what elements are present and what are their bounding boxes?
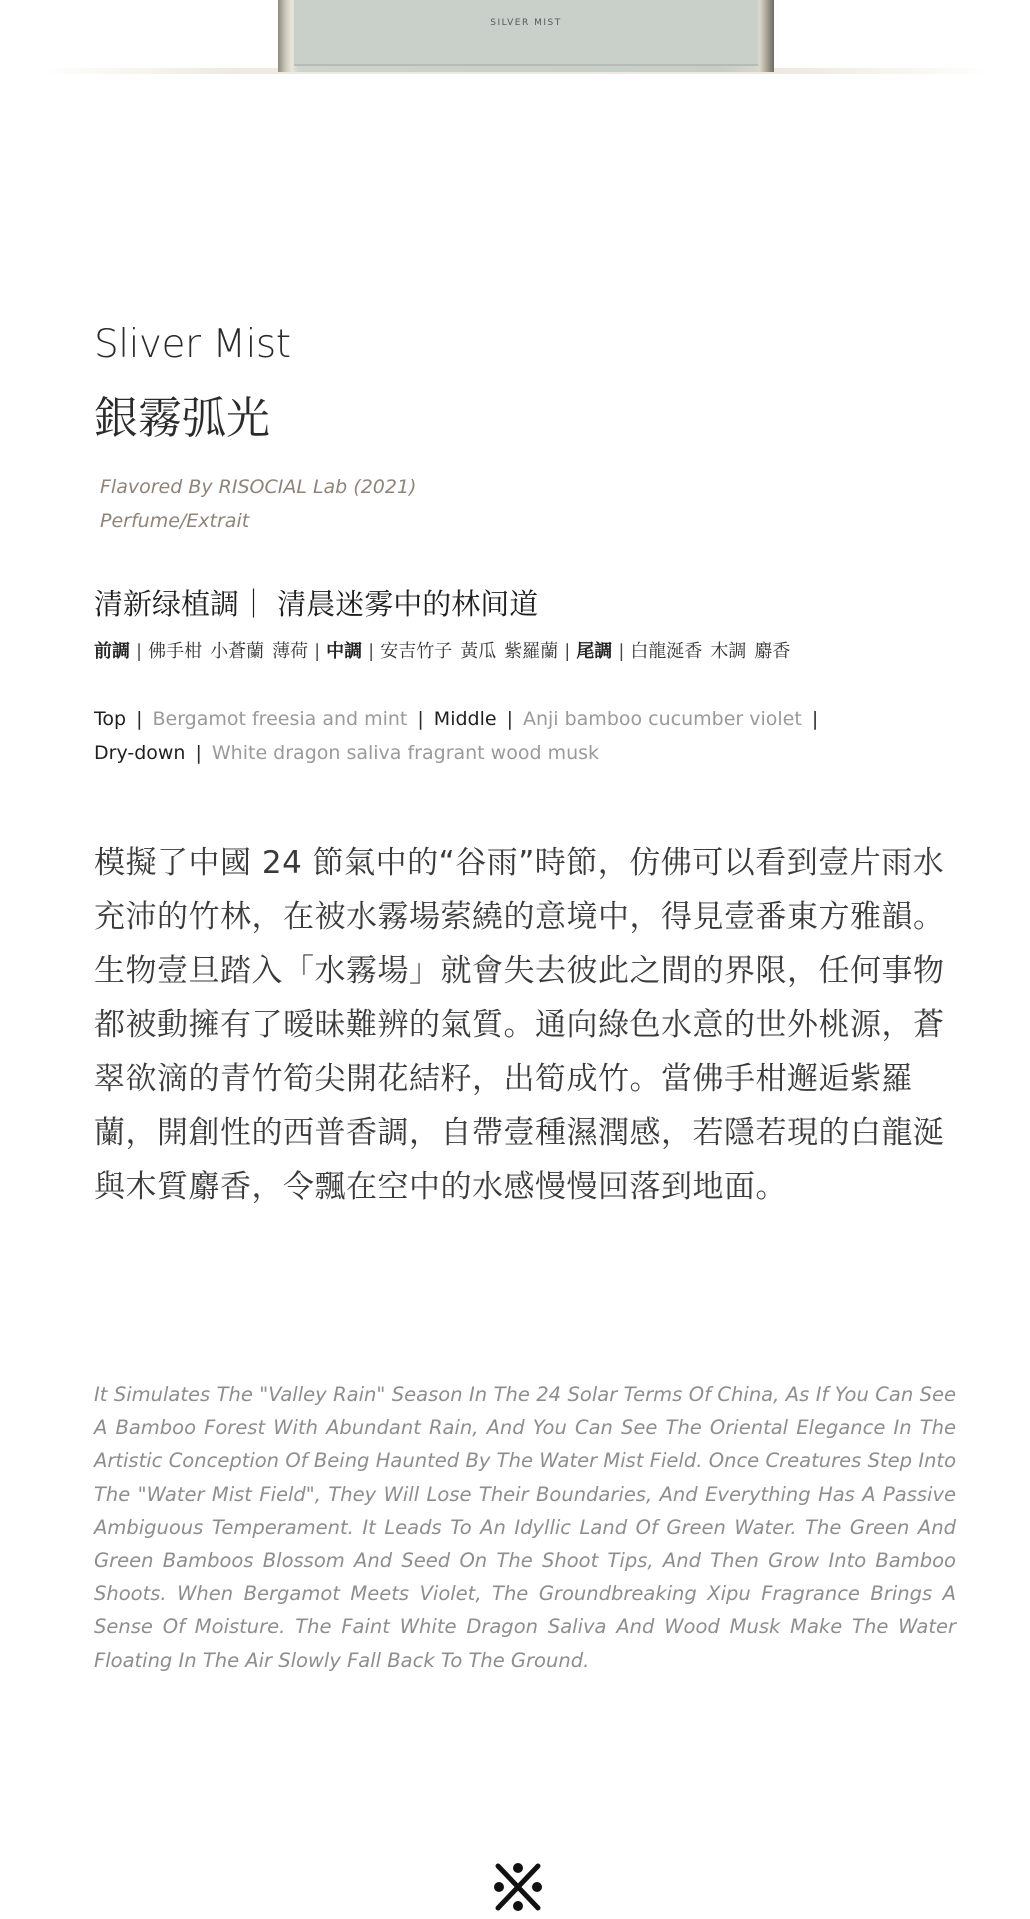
separator: | <box>136 708 143 730</box>
description-zh: 模擬了中國 24 節氣中的“谷雨”時節，仿佛可以看到壹片雨水充沛的竹林，在被水霧場萦繞的意境中，得見壹番東方雅韻。生物壹旦踏入「水霧場」就會失去彼此之間的界限，任何事物都被動擁有了暧昧難辨的氣質。通向綠色水意的世外桃源，蒼翠欲滴的青竹筍尖開花結籽，出筍成竹。當佛手柑邂逅紫羅蘭，開創性的西普香調，自帶壹種濕潤感，若隱若現的白龍涎與木質麝香，令飄在空中的水感慢慢回落到地面。 <box>94 845 945 1205</box>
top-note-zh: 小蒼蘭 <box>210 641 265 662</box>
middle-label-en: Middle <box>433 708 497 730</box>
separator: | <box>314 641 321 662</box>
top-notes-en: Bergamot freesia and mint <box>152 708 408 730</box>
middle-note-zh: 黃瓜 <box>460 641 497 662</box>
product-image <box>0 0 1030 72</box>
top-label-en: Top <box>94 708 127 730</box>
separator: | <box>811 708 819 730</box>
base-note-zh: 白龍涎香 <box>630 641 703 662</box>
base-notes-en: White dragon saliva fragrant wood musk <box>211 742 600 764</box>
middle-notes-en: Anji bamboo cucumber violet <box>522 708 802 730</box>
notes-zh <box>94 632 924 672</box>
description-en: It Simulates The "Valley Rain" Season In The 24 Solar Terms Of China, As If You Can See A Bamboo Forest With Abundant Rain, And You Can See The Oriental Elegance In The Artistic Conception Of Being Haunted By The Water Mist Field. Once Creatures Step Into The "Water Mist Field", They Will Lose Their Boundaries, And Everything Has A Passive Ambiguous Temperament. It Leads To An Idyllic Land Of Green Water. The Green And Green Bamboos Blossom And Seed On The Shoot Tips, And Then Grow Into Bamboo Shoots. When Bergamot Meets Violet, The Groundbreaking Xipu Fragrance Brings A Sense Of Moisture. The Faint White Dragon Saliva And Wood Musk Make The Water Floating In The Air Slowly Fall Back To The Ground. <box>94 1383 956 1672</box>
separator: | <box>506 708 513 730</box>
base-label-zh: 尾調 <box>576 641 613 662</box>
separator: | <box>136 641 143 662</box>
bottle-label: SILVER MIST <box>490 18 562 28</box>
notes-en-line-1 <box>94 708 934 730</box>
middle-note-zh: 安吉竹子 <box>380 641 453 662</box>
base-note-zh: 麝香 <box>754 641 791 662</box>
separator: | <box>195 742 202 764</box>
separator: | <box>417 708 424 730</box>
product-title-en: Sliver Mist <box>94 322 291 367</box>
risocial-cross-logo-icon <box>488 1858 548 1916</box>
bottle-glass <box>294 0 758 66</box>
notes-heading: 清新绿植調｜ 清晨迷雾中的林间道 <box>94 587 539 621</box>
top-note-zh: 佛手柑 <box>148 641 203 662</box>
middle-note-zh: 紫羅蘭 <box>504 641 559 662</box>
perfume-bottle <box>278 0 774 72</box>
notes-en-line-2 <box>94 742 934 764</box>
top-label-zh: 前調 <box>94 641 130 662</box>
perfume-type: Perfume/Extrait <box>100 510 250 532</box>
top-note-zh: 薄荷 <box>272 641 309 662</box>
product-title-zh: 銀霧弧光 <box>94 393 270 444</box>
separator: | <box>564 641 571 662</box>
flavored-by: Flavored By RISOCIAL Lab (2021) <box>100 476 417 498</box>
base-note-zh: 木調 <box>710 641 747 662</box>
base-label-en: Dry-down <box>94 742 186 764</box>
separator: | <box>618 641 625 662</box>
separator: | <box>368 641 375 662</box>
middle-label-zh: 中調 <box>326 641 363 662</box>
